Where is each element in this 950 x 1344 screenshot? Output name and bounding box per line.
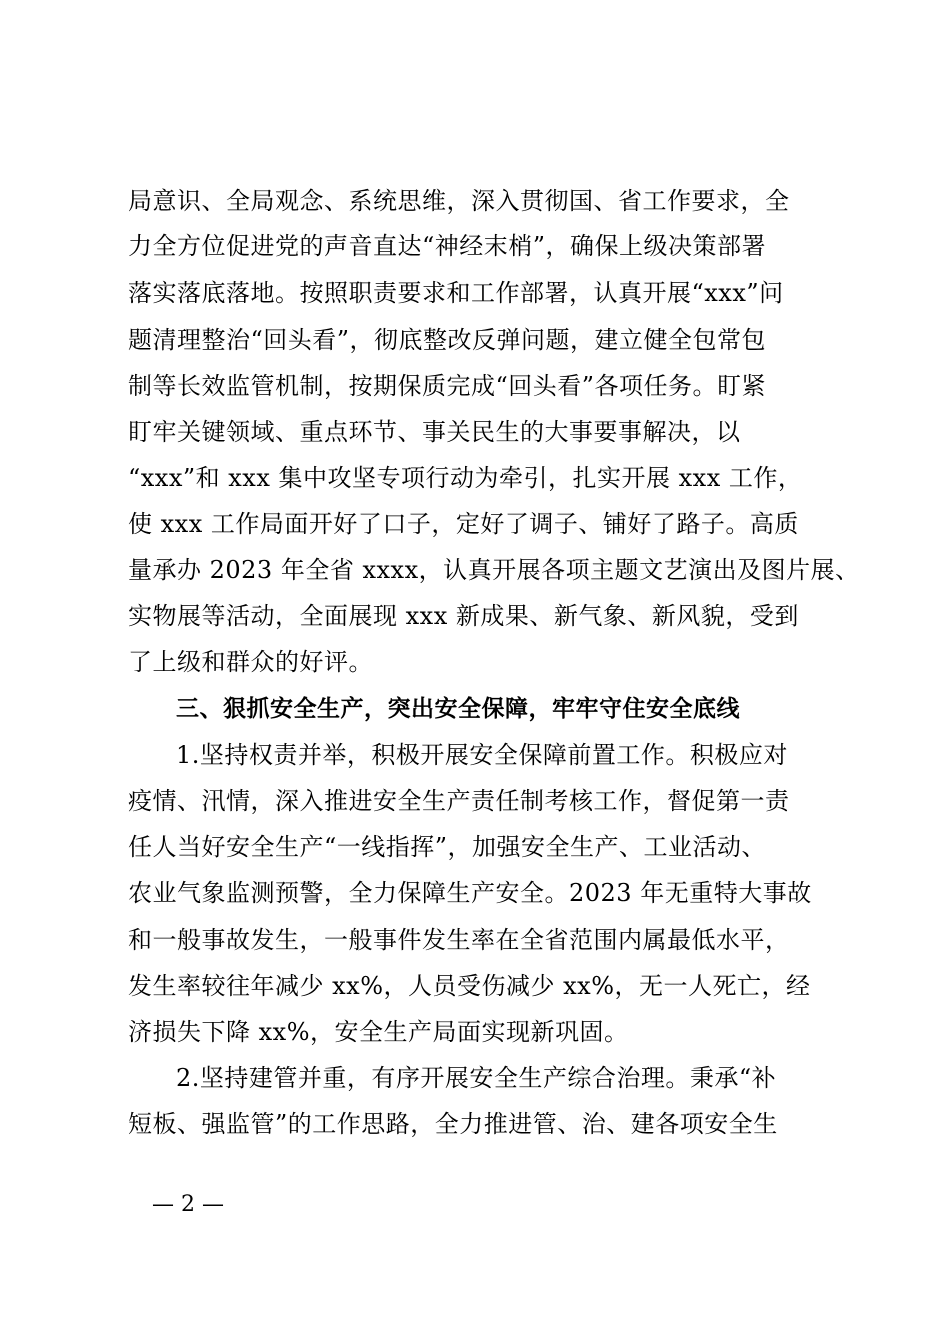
paragraph-line: 落实落底落地。按照职责要求和工作部署，认真开展“xxx”问 [128,279,784,307]
paragraph-line: 短板、强监管”的工作思路，全力推进管、治、建各项安全生 [128,1110,778,1138]
page-number: — 2 — [152,1192,224,1217]
paragraph-line: 2.坚持建管并重，有序开展安全生产综合治理。秉承“补 [176,1064,777,1092]
paragraph-line: 和一般事故发生，一般事件发生率在全省范围内属最低水平， [128,926,790,954]
paragraph-line: 1.坚持权责并举，积极开展安全保障前置工作。积极应对 [176,741,788,769]
paragraph-line: 局意识、全局观念、系统思维，深入贯彻国、省工作要求，全 [128,187,790,215]
paragraph-line: 力全方位促进党的声音直达“神经末梢”，确保上级决策部署 [128,232,767,260]
paragraph-line: 济损失下降 xx%，安全生产局面实现新巩固。 [128,1018,629,1046]
paragraph-line: 任人当好安全生产“一线指挥”，加强安全生产、工业活动、 [128,833,767,861]
paragraph-line: 了上级和群众的好评。 [128,648,373,676]
paragraph-line: 量承办 2023 年全省 xxxx，认真开展各项主题文艺演出及图片展、 [128,556,860,584]
paragraph-line: 题清理整治“回头看”，彻底整改反弹问题，建立健全包常包 [128,326,767,354]
section-heading: 三、狠抓安全生产，突出安全保障，牢牢守住安全底线 [176,696,740,722]
paragraph-line: “xxx”和 xxx 集中攻坚专项行动为牵引，扎实开展 xxx 工作， [128,464,803,492]
paragraph-line: 使 xxx 工作局面开好了口子，定好了调子、铺好了路子。高质 [128,510,799,538]
paragraph-line: 疫情、汛情，深入推进安全生产责任制考核工作，督促第一责 [128,787,790,815]
paragraph-line: 发生率较往年减少 xx%，人员受伤减少 xx%，无一人死亡，经 [128,972,811,1000]
paragraph-line: 实物展等活动，全面展现 xxx 新成果、新气象、新风貌，受到 [128,602,799,630]
paragraph-line: 盯牢关键领域、重点环节、事关民生的大事要事解决，以 [128,418,741,446]
paragraph-line: 制等长效监管机制，按期保质完成“回头看”各项任务。盯紧 [128,372,767,400]
paragraph-line: 农业气象监测预警，全力保障生产安全。2023 年无重特大事故 [128,879,812,907]
